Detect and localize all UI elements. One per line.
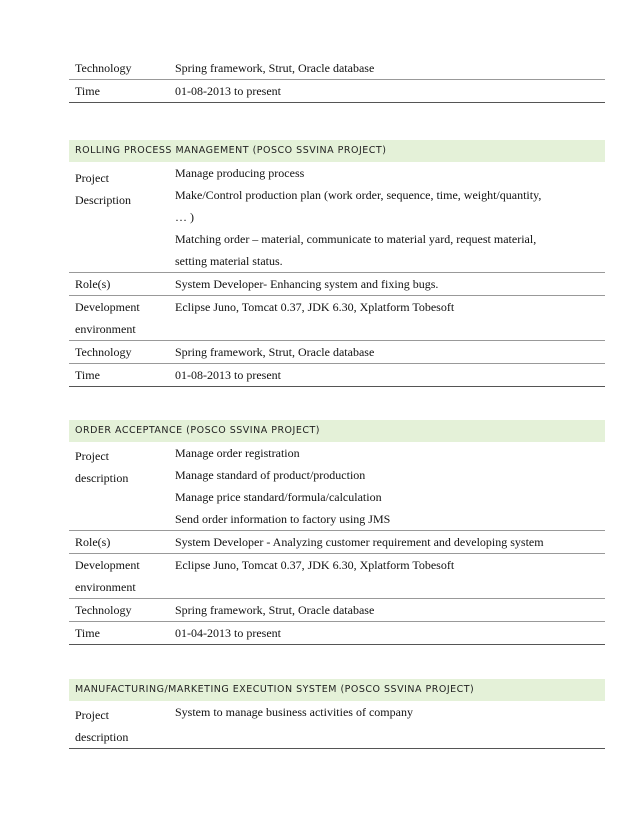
row-value: 01-08-2013 to present bbox=[175, 368, 281, 382]
desc-line: Manage price standard/formula/calculation bbox=[175, 490, 382, 504]
row-label bbox=[69, 296, 175, 340]
row-value: System Developer- Enhancing system and fixing bugs. bbox=[175, 277, 439, 291]
rolling-project-table bbox=[69, 140, 605, 387]
row-value bbox=[175, 162, 605, 272]
row-label: Technology bbox=[75, 603, 132, 617]
row-value: Spring framework, Strut, Oracle database bbox=[175, 345, 375, 359]
desc-line: … ) bbox=[175, 210, 194, 224]
row-value: 01-08-2013 to present bbox=[175, 84, 281, 98]
row-value: System Developer - Analyzing customer requirement and developing system bbox=[175, 535, 544, 549]
row-label: Role(s) bbox=[75, 277, 111, 291]
label-line: Project bbox=[75, 708, 109, 722]
description-row bbox=[69, 442, 605, 531]
desc-line: Manage order registration bbox=[175, 446, 300, 460]
time-row bbox=[69, 622, 605, 645]
time-row bbox=[69, 80, 605, 103]
row-value: 01-04-2013 to present bbox=[175, 626, 281, 640]
row-label: Role(s) bbox=[75, 535, 111, 549]
desc-line: Matching order – material, communicate to material yard, request material, bbox=[175, 232, 537, 246]
label-line: Project bbox=[75, 171, 109, 185]
section-header: ROLLING PROCESS MANAGEMENT (POSCO SSVINA PROJECT) bbox=[69, 140, 605, 162]
row-label: Time bbox=[75, 368, 100, 382]
label-line: description bbox=[75, 730, 129, 744]
label-line: environment bbox=[75, 322, 136, 336]
label-line: description bbox=[75, 471, 129, 485]
row-value: Spring framework, Strut, Oracle database bbox=[175, 603, 375, 617]
label-line: Development bbox=[75, 300, 140, 314]
label-line: Description bbox=[75, 193, 131, 207]
row-label bbox=[69, 442, 175, 530]
row-label: Technology bbox=[75, 61, 132, 75]
time-row bbox=[69, 364, 605, 387]
desc-line: Manage standard of product/production bbox=[175, 468, 366, 482]
row-value: Eclipse Juno, Tomcat 0.37, JDK 6.30, Xplatform Tobesoft bbox=[175, 558, 455, 572]
row-label bbox=[69, 554, 175, 598]
row-label: Technology bbox=[75, 345, 132, 359]
role-row bbox=[69, 531, 605, 554]
mes-project-table bbox=[69, 679, 605, 749]
label-line: Development bbox=[75, 558, 140, 572]
order-project-table bbox=[69, 420, 605, 645]
technology-row bbox=[69, 57, 605, 80]
description-row bbox=[69, 162, 605, 273]
top-project-table bbox=[69, 57, 605, 103]
desc-line: Manage producing process bbox=[175, 166, 305, 180]
row-value: Eclipse Juno, Tomcat 0.37, JDK 6.30, Xplatform Tobesoft bbox=[175, 300, 455, 314]
description-row bbox=[69, 701, 605, 749]
row-label: Time bbox=[75, 84, 100, 98]
technology-row bbox=[69, 599, 605, 622]
desc-line: setting material status. bbox=[175, 254, 283, 268]
row-label bbox=[69, 162, 175, 272]
row-value: System to manage business activities of company bbox=[175, 705, 413, 719]
environment-row bbox=[69, 554, 605, 599]
section-header: ORDER ACCEPTANCE (POSCO SSVINA PROJECT) bbox=[69, 420, 605, 442]
technology-row bbox=[69, 341, 605, 364]
role-row bbox=[69, 273, 605, 296]
row-label bbox=[69, 701, 175, 748]
label-line: environment bbox=[75, 580, 136, 594]
desc-line: Send order information to factory using JMS bbox=[175, 512, 391, 526]
section-header: MANUFACTURING/MARKETING EXECUTION SYSTEM (POSCO SSVINA PROJECT) bbox=[69, 679, 605, 701]
row-value: Spring framework, Strut, Oracle database bbox=[175, 61, 375, 75]
row-label: Time bbox=[75, 626, 100, 640]
label-line: Project bbox=[75, 449, 109, 463]
environment-row bbox=[69, 296, 605, 341]
desc-line: Make/Control production plan (work order, sequence, time, weight/quantity, bbox=[175, 188, 542, 202]
row-value bbox=[175, 442, 605, 530]
